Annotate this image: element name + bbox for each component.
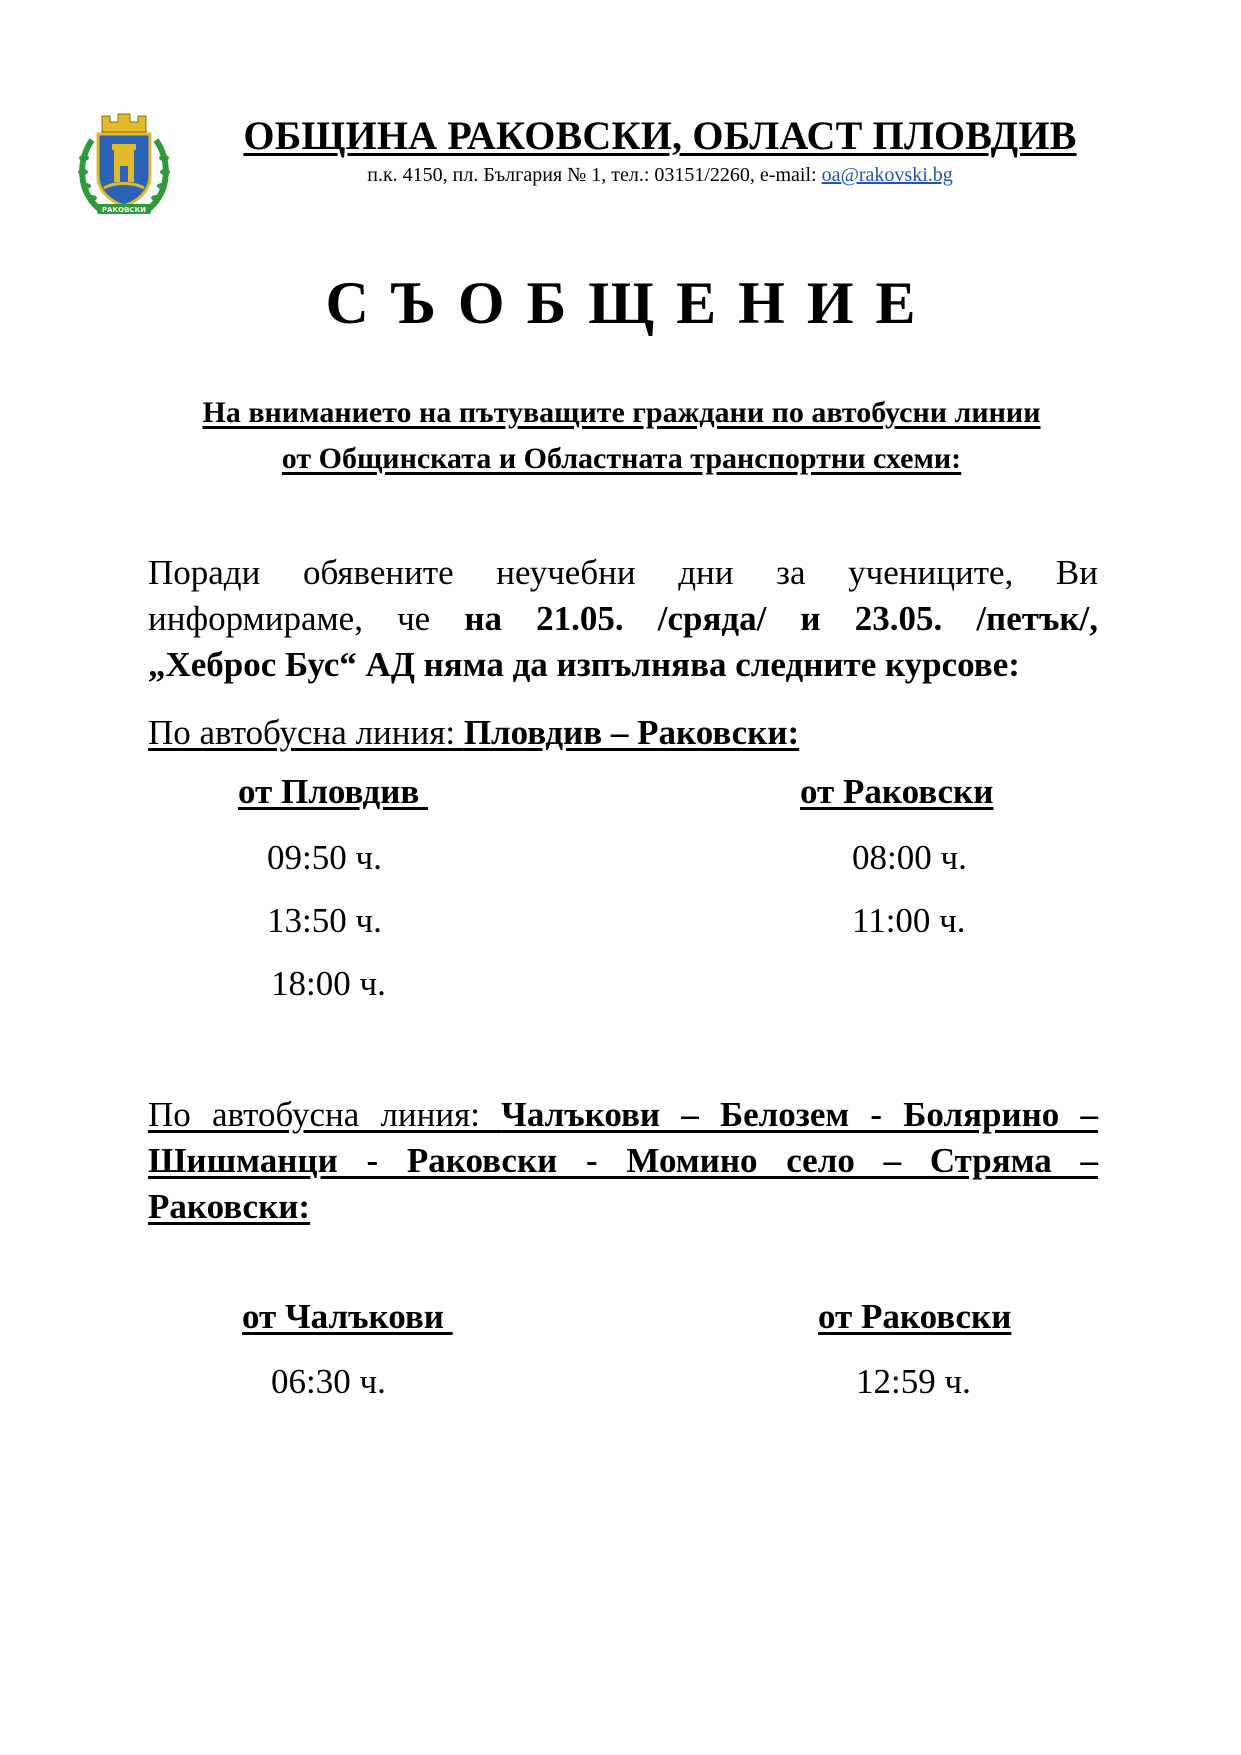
intro-text: Поради обявените неучебни дни за учениците, Ви информираме, че: [148, 553, 1098, 638]
route-1-right-time: 08:00 ч.: [852, 838, 967, 877]
route-2-right-column-head: от Раковски: [818, 1297, 1012, 1336]
email-link[interactable]: oa@rakovski.bg: [821, 164, 953, 186]
route-1-right-column-head: от Раковски: [800, 772, 994, 811]
notice-subtitle: [150, 390, 1093, 482]
route-2-left-time: 06:30 ч.: [271, 1362, 386, 1401]
route-1-left-time: 09:50 ч.: [267, 838, 382, 877]
contacts-text: п.к. 4150, пл. България № 1, тел.: 03151/2260, e-mail:: [367, 164, 822, 186]
route-2-name: Чалъкови – Белозем - Болярино – Шишманци - Раковски - Момино село – Стряма – Раковски:: [148, 1095, 1098, 1226]
intro-dates: на 21.05. /сряда/ и 23.05. /петък/,: [464, 599, 1098, 638]
subtitle-line-2: от Общинската и Областната транспортни схеми:: [281, 442, 962, 475]
route-1-left-column-head: от Пловдив: [238, 772, 429, 811]
route-1-name: Пловдив – Раковски:: [463, 713, 800, 752]
route-1-left-time: 13:50 ч.: [267, 901, 382, 940]
route-1-right-time: 11:00 ч.: [852, 901, 966, 940]
route-heading-2: [148, 1092, 1098, 1230]
crest-ribbon-text: РАКОВСКИ: [101, 206, 147, 214]
route-1-left-time: 18:00 ч.: [271, 964, 386, 1003]
route-2-left-column-head: от Чалъкови: [242, 1297, 453, 1336]
intro-main-text: [148, 550, 1098, 642]
subtitle-line-1: На вниманието на пътуващите граждани по автобусни линии: [202, 396, 1041, 429]
organization-contacts: [200, 163, 1120, 187]
intro-operator-line: „Хеброс Бус“ АД няма да изпълнява следните курсове:: [148, 645, 1020, 684]
route-2-prefix: По автобусна линия:: [148, 1095, 502, 1134]
intro-paragraph: [148, 550, 1098, 688]
route-heading-1: [148, 710, 799, 756]
municipality-crest-icon: [74, 110, 174, 220]
route-2-right-time: 12:59 ч.: [856, 1362, 971, 1401]
organization-title: ОБЩИНА РАКОВСКИ, ОБЛАСТ ПЛОВДИВ: [243, 113, 1077, 158]
route-1-prefix: По автобусна линия:: [148, 713, 464, 752]
notice-title: СЪОБЩЕНИЕ: [325, 270, 938, 336]
